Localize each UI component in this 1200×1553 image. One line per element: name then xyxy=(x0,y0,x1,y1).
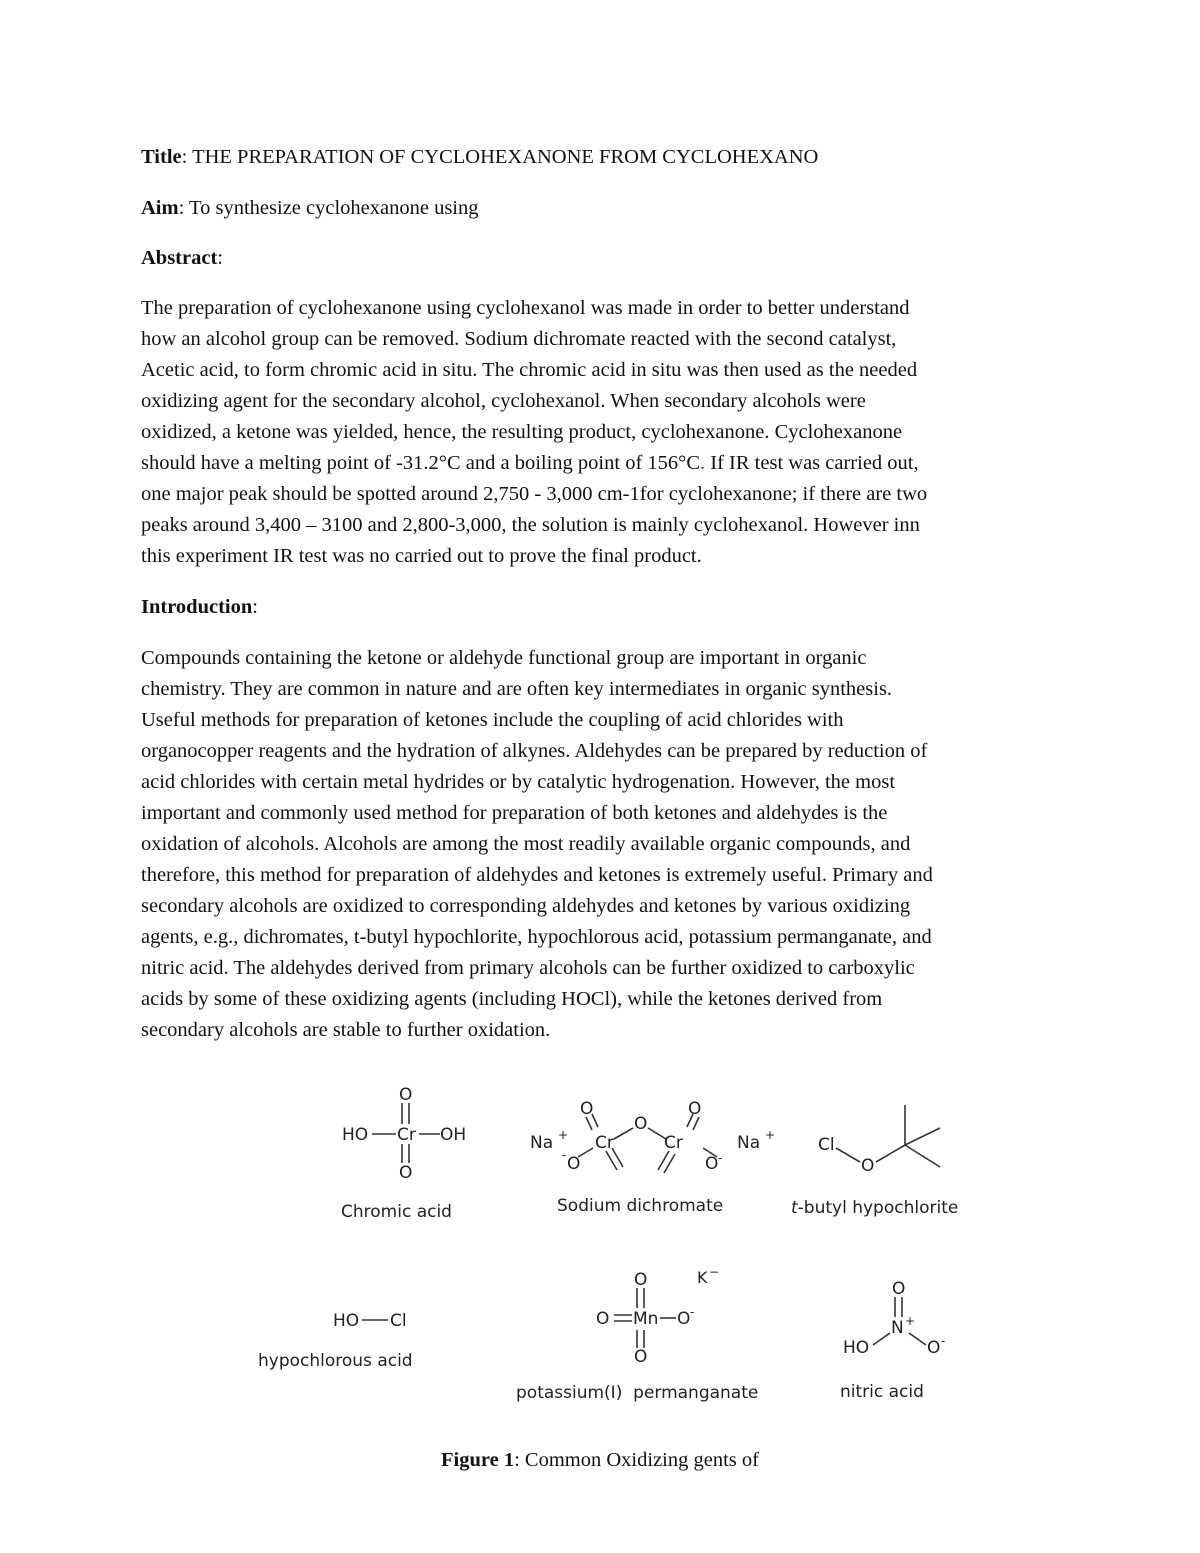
permanganate-o-bottom: O xyxy=(634,1347,648,1367)
abstract-heading xyxy=(141,243,1061,274)
dichromate-na-right: Na xyxy=(737,1133,761,1153)
t-butyl-hypochlorite-name xyxy=(791,1198,958,1218)
potassium-permanganate-name: potassium(I) permanganate xyxy=(516,1383,759,1403)
sodium-dichromate-name: Sodium dichromate xyxy=(557,1196,724,1216)
abstract-paragraph xyxy=(141,293,1061,572)
dichromate-cr-right: Cr xyxy=(664,1133,683,1153)
abstract-line: how an alcohol group can be removed. Sodium dichromate reacted with the second catalyst, xyxy=(141,328,897,350)
intro-line: Useful methods for preparation of ketones include the coupling of acid chlorides with xyxy=(141,709,844,731)
abstract-line-6-tail: If IR test was carried out, xyxy=(705,452,919,474)
t-butyl-name-rest: -butyl hypochlorite xyxy=(797,1198,959,1218)
abstract-line-with-red-dot xyxy=(141,448,1061,479)
abstract-line: oxidized, a ketone was yielded, hence, the resulting product, cyclohexanone. Cyclohexanone xyxy=(141,421,903,443)
permanganate-o-right-charge: - xyxy=(690,1305,695,1319)
intro-line: secondary alcohols are stable to further oxidation. xyxy=(141,1019,551,1041)
dichromate-o-right-charge: - xyxy=(718,1151,723,1165)
chromic-acid-oh: OH xyxy=(440,1125,467,1145)
intro-line: oxidation of alcohols. Alcohols are among the most readily available organic compounds, and xyxy=(141,833,911,855)
abstract-label: Abstract xyxy=(141,247,218,269)
hypochlorous-cl: Cl xyxy=(390,1311,407,1331)
dichromate-na-left-charge: + xyxy=(558,1128,569,1142)
abstract-line: this experiment IR test was no carried out to prove the final product. xyxy=(141,545,702,567)
dichromate-o-bridge: O xyxy=(634,1114,648,1134)
t-butyl-o: O xyxy=(861,1156,875,1176)
abstract-line: peaks around 3,400 – 3100 and 2,800-3,000, the solution is mainly cyclohexanol. However inn xyxy=(141,514,920,536)
aim-line xyxy=(141,193,1061,224)
introduction-colon: : xyxy=(252,596,258,618)
hypochlorous-ho: HO xyxy=(333,1311,360,1331)
title-label: Title xyxy=(141,146,182,168)
dichromate-na-right-charge: + xyxy=(765,1128,776,1142)
dichromate-o-top-left: O xyxy=(580,1099,594,1119)
nitric-n: N xyxy=(891,1318,904,1338)
dichromate-o-minus-right: O xyxy=(705,1154,719,1174)
figure-caption-label: Figure 1 xyxy=(441,1448,515,1471)
chromic-acid-cr: Cr xyxy=(397,1125,416,1145)
aim-label: Aim xyxy=(141,197,179,219)
intro-line: nitric acid. The aldehydes derived from primary alcohols can be further oxidized to carboxylic xyxy=(141,957,915,979)
chromic-acid-o-top: O xyxy=(399,1085,413,1105)
nitric-ho: HO xyxy=(843,1338,870,1358)
chromic-acid-name: Chromic acid xyxy=(341,1202,452,1222)
intro-line: Compounds containing the ketone or aldehyde functional group are important in organic xyxy=(141,647,867,669)
intro-line: acids by some of these oxidizing agents (including HOCl), while the ketones derived from xyxy=(141,988,883,1010)
red-period: . xyxy=(700,452,706,474)
chromic-acid-o-bottom: O xyxy=(399,1163,413,1183)
intro-line: organocopper reagents and the hydration of alkynes. Aldehydes can be prepared by reduction of xyxy=(141,740,928,762)
nitric-o-right-charge: - xyxy=(941,1334,946,1348)
aim-text: : To synthesize cyclohexanone using xyxy=(178,197,479,219)
title-text: : THE PREPARATION OF CYCLOHEXANONE FROM CYCLOHEXANO xyxy=(181,146,819,168)
abstract-colon: : xyxy=(217,247,223,269)
permanganate-o-left: O xyxy=(596,1309,610,1329)
intro-line: agents, e.g., dichromates, t-butyl hypochlorite, hypochlorous acid, potassium permanganate, and xyxy=(141,926,932,948)
intro-line: acid chlorides with certain metal hydrides or by catalytic hydrogenation. However, the most xyxy=(141,771,896,793)
permanganate-o-top: O xyxy=(634,1270,648,1290)
permanganate-k-charge: − xyxy=(709,1265,720,1279)
permanganate-mn: Mn xyxy=(633,1309,659,1329)
dichromate-o-top-right: O xyxy=(688,1099,702,1119)
abstract-line: Acetic acid, to form chromic acid in situ. The chromic acid in situ was then used as the needed xyxy=(141,359,918,381)
chromic-acid-ho: HO xyxy=(342,1125,369,1145)
permanganate-o-right: O xyxy=(677,1309,691,1329)
introduction-heading xyxy=(141,592,1061,623)
permanganate-k: K xyxy=(697,1268,708,1287)
intro-line: chemistry. They are common in nature and are often key intermediates in organic synthesis. xyxy=(141,678,893,700)
nitric-o-right: O xyxy=(927,1338,941,1358)
dichromate-na-left: Na xyxy=(530,1133,554,1153)
dichromate-cr-left: Cr xyxy=(595,1133,614,1153)
t-butyl-cl: Cl xyxy=(818,1135,835,1155)
hypochlorous-acid-name: hypochlorous acid xyxy=(258,1351,413,1371)
dichromate-o-minus-left: O xyxy=(567,1154,581,1174)
intro-line: important and commonly used method for preparation of both ketones and aldehydes is the xyxy=(141,802,888,824)
intro-line: secondary alcohols are oxidized to corresponding aldehydes and ketones by various oxidizing xyxy=(141,895,911,917)
dichromate-o-left-charge: - xyxy=(562,1148,567,1162)
nitric-acid-name: nitric acid xyxy=(840,1382,924,1402)
title-line xyxy=(141,142,1061,173)
introduction-paragraph xyxy=(141,643,1061,1046)
abstract-line: The preparation of cyclohexanone using cyclohexanol was made in order to better understand xyxy=(141,297,910,319)
nitric-n-charge: + xyxy=(905,1314,916,1328)
introduction-label: Introduction xyxy=(141,596,253,618)
nitric-o-top: O xyxy=(892,1279,906,1299)
abstract-line: oxidizing agent for the secondary alcohol, cyclohexanol. When secondary alcohols were xyxy=(141,390,866,412)
t-butyl-italic-prefix: t xyxy=(791,1198,798,1218)
abstract-line: one major peak should be spotted around 2,750 - 3,000 cm-1for cyclohexanone; if there are two xyxy=(141,483,928,505)
intro-line: therefore, this method for preparation of aldehydes and ketones is extremely useful. Primary and xyxy=(141,864,933,886)
abstract-line-6-start: should have a melting point of -31.2°C and a boiling point of 156°C xyxy=(141,452,701,474)
figure-caption xyxy=(0,1449,1200,1472)
figure-caption-text: : Common Oxidizing gents of xyxy=(514,1448,759,1471)
